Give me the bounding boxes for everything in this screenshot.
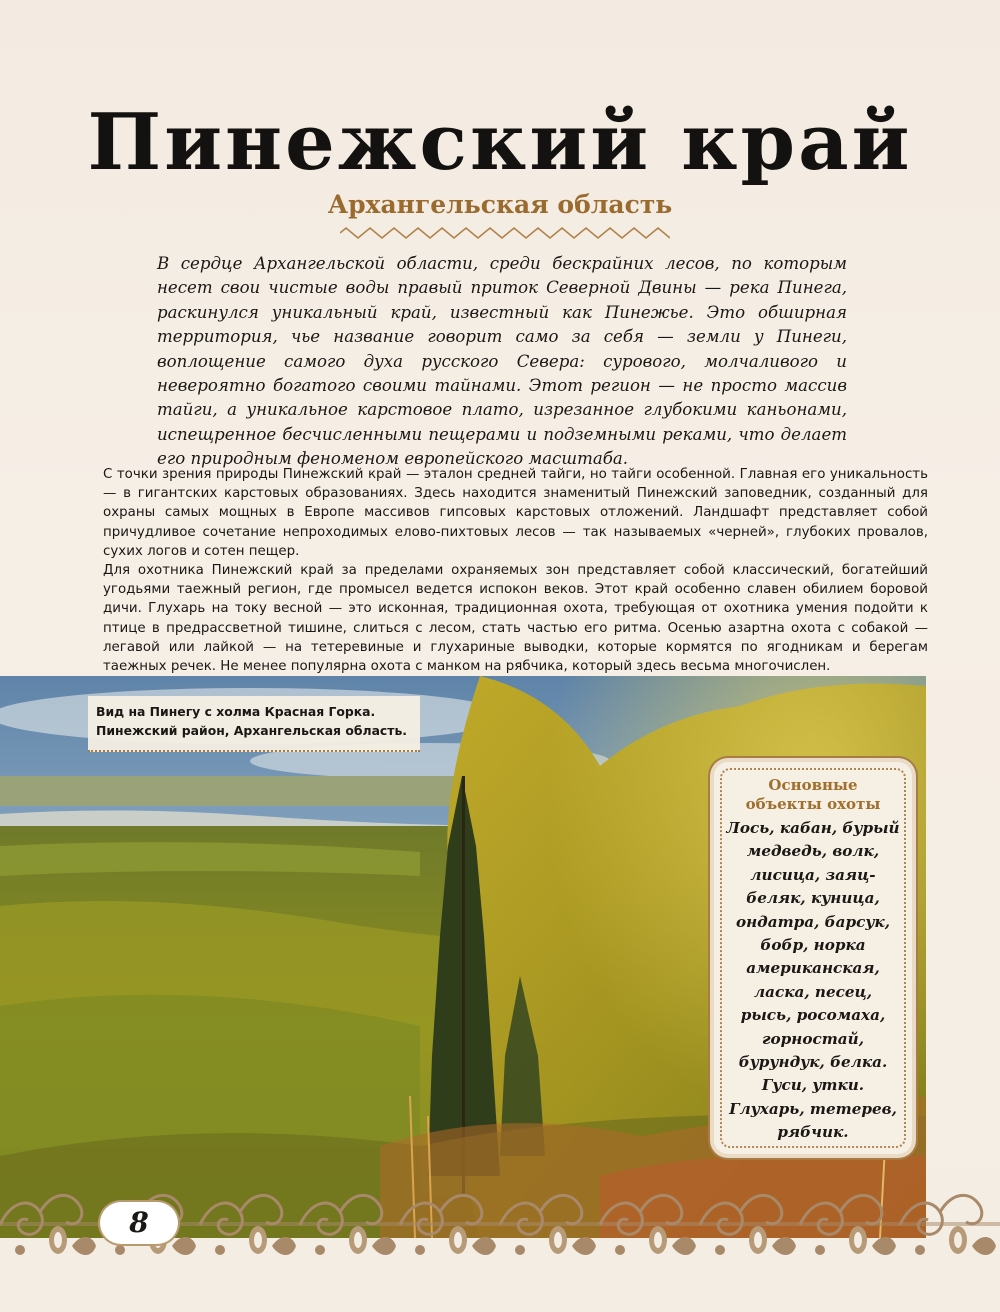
game-list-line: беляк, куница,: [746, 889, 880, 908]
game-species-box: [714, 762, 912, 1154]
game-list-line: лисица, заяц-: [750, 865, 876, 884]
body-paragraph-nature: С точки зрения природы Пинежский край — эталон средней тайги, но тайги особенной. Главная его уникальность — в гигантских карстовых образованиях. Здесь находится знаменитый Пинежский заповедник, созданный для охраны самых мощных в Европе массивов гипсовых карстовых отложений. Ландшафт представляет собой причудливое сочетание непроходимых елово-пихтовых лесов — так называемых «черней», глубоких провалов, сухих логов и сотен пещер.: [103, 467, 928, 559]
game-list-line: горностай,: [762, 1029, 864, 1048]
game-list-line: американская,: [746, 959, 880, 978]
game-list-line: бурундук, белка.: [738, 1053, 888, 1072]
game-box-title: [722, 776, 904, 814]
game-list-line: ондатра, барсук,: [735, 912, 891, 931]
photo-caption: [88, 696, 420, 752]
game-list-line: ласка, песец,: [754, 982, 872, 1001]
game-list-line: медведь, волк,: [746, 842, 880, 861]
body-text: [103, 465, 928, 676]
game-list-line: рябчик.: [777, 1123, 849, 1142]
subtitle-zigzag-rule: [340, 226, 670, 240]
photo-caption-line-1: Вид на Пинегу с холма Красная Горка.: [96, 704, 376, 719]
game-list-line: бобр, норка: [760, 936, 866, 955]
lead-paragraph: В сердце Архангельской области, среди бескрайних лесов, по которым несет свои чистые воды правый приток Северной Двины — река Пинега, раскинулся уникальный край, известный как Пинежье. Это обширная территория, чье название говорит само за себя — земли у Пинеги, воплощение самого духа русского Севера: сурового, молчаливого и невероятно богатого своими тайнами. Этот регион — не просто массив тайги, а уникальное карстовое плато, изрезанное глубокими каньонами, испещренное бесчисленными пещерами и подземными реками, что делает его природным феноменом европейского масштаба.: [157, 254, 847, 469]
page-subtitle: Архангельская область: [327, 190, 673, 219]
photo-caption-line-2: Пинежский район, Архангельская область.: [96, 723, 407, 738]
game-species-list: [722, 817, 904, 1145]
game-list-line: Глухарь, тетерев,: [729, 1099, 897, 1118]
page-title: Пинежский край: [87, 97, 913, 188]
game-list-line: Гуси, утки.: [761, 1076, 865, 1095]
page-number: 8: [100, 1202, 178, 1244]
game-box-title-line-1: Основные: [768, 776, 858, 794]
game-list-line: Лось, кабан, бурый: [726, 819, 900, 837]
body-paragraph-hunting: Для охотника Пинежский край за пределами охраняемых зон представляет собой классический, богатейший угодьями таежный регион, где промысел ведется испокон веков. Этот край особенно славен обилием боровой дичи. Глухарь на току весной — это исконная, традиционная охота, требующая от охотника умения подойти к птице в предрассветной тишине, слиться с лесом, стать частью его ритма. Осенью азартна охота с собакой — легавой или лайкой — на тетеревиные и глухариные выводки, которые кормятся по ягодникам и берегам таежных речек. Не менее популярна охота с манком на рябчика, который здесь весьма многочислен.: [103, 563, 928, 675]
game-box-title-line-2: объекты охоты: [745, 795, 881, 813]
game-list-line: рысь, росомаха,: [740, 1006, 886, 1025]
